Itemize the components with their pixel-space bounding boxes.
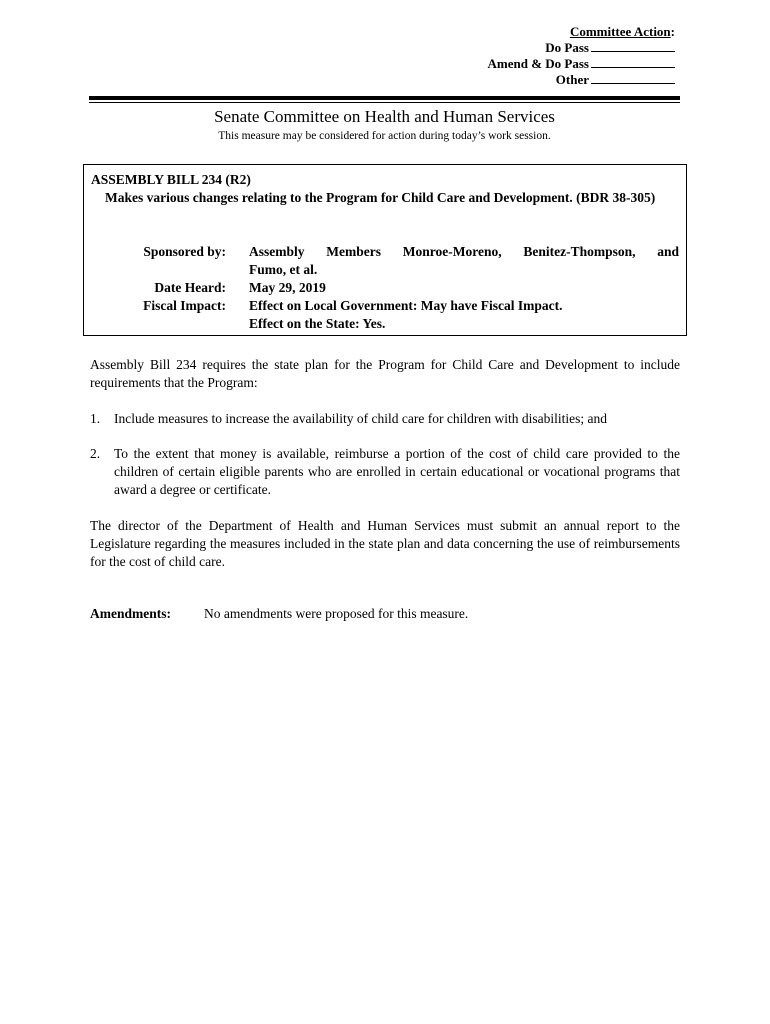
fiscal-impact-state: Effect on the State: Yes. — [249, 316, 386, 331]
committee-title: Senate Committee on Health and Human Services — [214, 107, 555, 126]
consider-note: This measure may be considered for action during today’s work session. — [218, 130, 551, 142]
sponsored-by-line2: Fumo, et al. — [249, 262, 318, 277]
bill-info-box — [83, 164, 687, 336]
do-pass-blank — [591, 40, 675, 52]
date-heard-value: May 29, 2019 — [249, 280, 326, 295]
amendments-text: No amendments were proposed for this measure. — [204, 606, 469, 621]
amendments-label: Amendments: — [90, 606, 171, 621]
list-item-number: 2. — [90, 446, 101, 461]
committee-action-title: Committee Action — [569, 24, 671, 39]
committee-action-block — [488, 24, 675, 88]
committee-action-colon: : — [670, 24, 675, 39]
sponsored-by-label: Sponsored by: — [143, 244, 226, 259]
amend-do-pass-line — [488, 56, 675, 72]
other-blank — [591, 72, 675, 84]
fiscal-impact-label: Fiscal Impact: — [143, 298, 226, 313]
list-item-text: To the extent that money is available, reimburse a portion of the cost of child care provided to the children of certain eligible parents who are enrolled in certain educational or vocational programs that award a degree or certificate. — [114, 446, 680, 497]
bill-number: ASSEMBLY BILL 234 (R2) — [91, 172, 251, 187]
fiscal-impact-local: Effect on Local Government: May have Fiscal Impact. — [249, 298, 563, 313]
committee-action-heading — [488, 24, 675, 40]
date-heard-label: Date Heard: — [154, 280, 226, 295]
amend-do-pass-blank — [591, 56, 675, 68]
list-item-text: Include measures to increase the availability of child care for children with disabilities; and — [114, 411, 607, 426]
other-line — [488, 72, 675, 88]
header-rule-thick — [89, 96, 680, 100]
header-rule-thin — [89, 102, 680, 103]
do-pass-line — [488, 40, 675, 56]
other-label: Other — [555, 72, 589, 87]
report-paragraph: The director of the Department of Health and Human Services must submit an annual report to the Legislature regarding the measures included in the state plan and data concerning the use of reimbursements for the cost of child care. — [90, 518, 680, 569]
sponsored-by-line1: Assembly Members Monroe-Moreno, Benitez-Thompson, and — [249, 244, 679, 259]
amend-do-pass-label: Amend & Do Pass — [487, 56, 589, 71]
list-item-number: 1. — [90, 411, 101, 426]
bill-description: Makes various changes relating to the Program for Child Care and Development. (BDR 38-305) — [105, 190, 656, 205]
do-pass-label: Do Pass — [545, 40, 589, 55]
summary-intro: Assembly Bill 234 requires the state plan for the Program for Child Care and Development to include requirements that the Program: — [90, 357, 680, 390]
